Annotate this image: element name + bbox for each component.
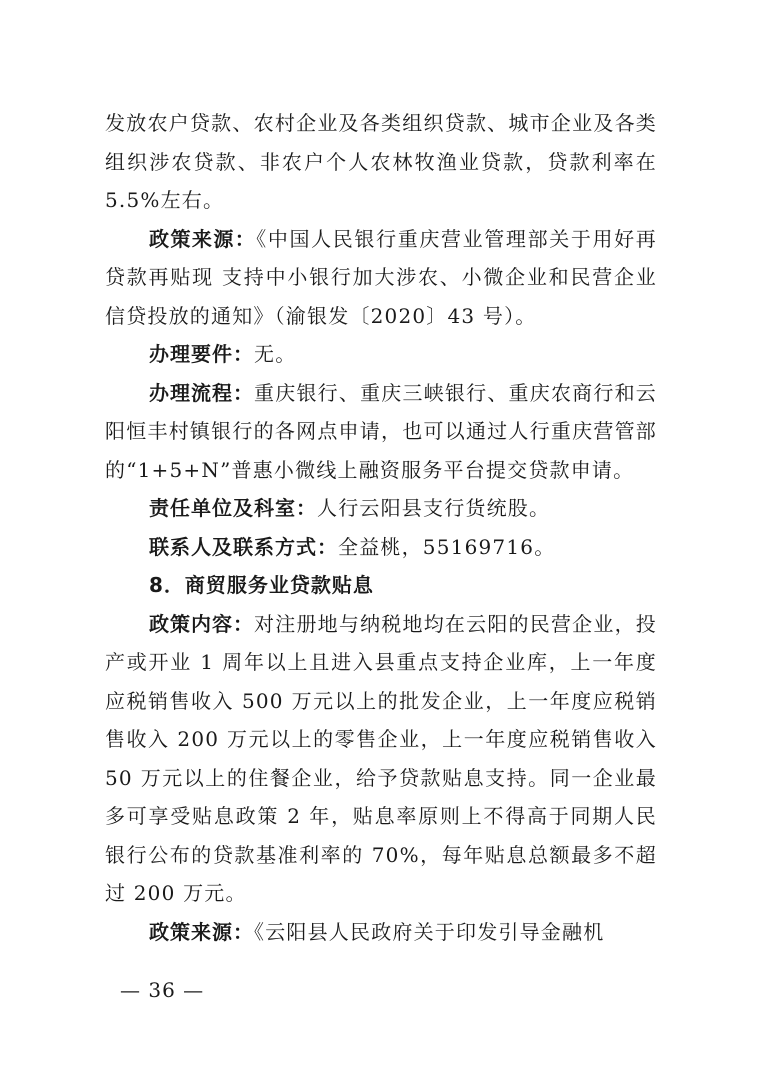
policy-content-label: 政策内容： (149, 611, 255, 636)
policy-source-text: 《中国人民银行重庆营业管理部关于用好再贷款再贴现 支持中小银行加大涉农、小微企业和民营企业信贷投放的通知》（渝银发〔2020〕43 号）。 (105, 226, 657, 328)
policy-source-paragraph-2 (105, 913, 657, 952)
required-documents-label: 办理要件： (149, 342, 254, 366)
loan-scope-paragraph (105, 104, 657, 220)
contact-paragraph (105, 528, 657, 567)
policy-source-text-2: 《云阳县人民政府关于印发引导金融机 (254, 919, 605, 944)
required-documents-paragraph (105, 335, 657, 374)
policy-source-label-2: 政策来源： (149, 919, 254, 944)
procedure-label: 办理流程： (149, 380, 255, 405)
contact-text: 全益桃，55169716。 (338, 534, 556, 559)
responsible-unit-label: 责任单位及科室： (149, 496, 317, 520)
policy-source-paragraph (105, 220, 657, 336)
responsible-unit-text: 人行云阳县支行货统股。 (317, 496, 551, 520)
page-number: — 36 — (120, 978, 205, 1002)
contact-label: 联系人及联系方式： (149, 534, 338, 559)
loan-scope-text: 发放农户贷款、农村企业及各类组织贷款、城市企业及各类组织涉农贷款、非农户个人农林牧渔业贷款，贷款利率在 5.5%左右。 (105, 111, 657, 212)
section-heading-8: 8．商贸服务业贷款贴息 (149, 573, 374, 597)
responsible-unit-paragraph (105, 489, 657, 528)
policy-source-label: 政策来源： (149, 226, 257, 251)
procedure-text: 重庆银行、重庆三峡银行、重庆农商行和云阳恒丰村镇银行的各网点申请，也可以通过人行重庆营管部的“1+5+N”普惠小微线上融资服务平台提交贷款申请。 (105, 380, 657, 482)
procedure-paragraph (105, 374, 657, 490)
required-documents-text: 无。 (254, 342, 297, 366)
policy-content-paragraph (105, 605, 657, 913)
policy-content-text: 对注册地与纳税地均在云阳的民营企业，投产或开业 1 周年以上且进入县重点支持企业库，上一年度应税销售收入 500 万元以上的批发企业，上一年度应税销售收入 200 万元以上的零售企业，上一年度应税销售收入 50 万元以上的住餐企业，给予贷款贴息支持。同一企业最多可享受贴息政策 2 年，贴息率原则上不得高于同期人民银行公布的贷款基准利率的 70%，每年贴息总额最多不超过 200 万元。 (105, 611, 657, 905)
document-body (105, 104, 657, 951)
